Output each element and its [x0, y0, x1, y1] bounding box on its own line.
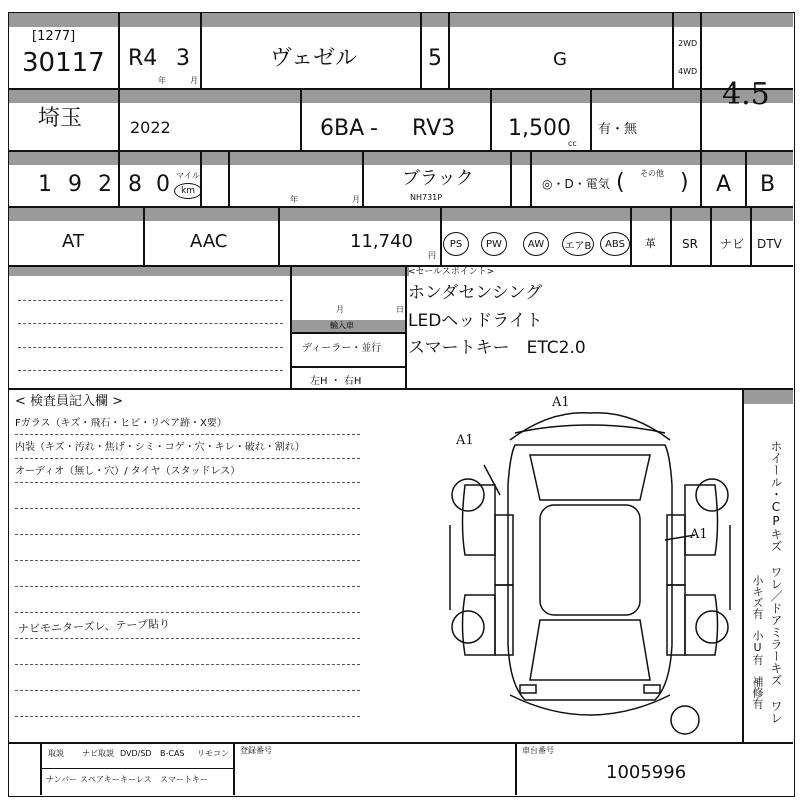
header-strip-4	[9, 207, 793, 221]
tag-keyless: キーレス	[120, 775, 152, 784]
equip-sr: SR	[682, 237, 698, 251]
car-name: ヴェゼル	[270, 46, 358, 71]
interior-grade: A	[716, 172, 732, 197]
equip-leather: 革	[645, 237, 656, 250]
km-circle: km	[174, 183, 202, 199]
car-damage-diagram	[440, 395, 740, 740]
equip-pw: PW	[481, 232, 507, 256]
inspector-line-3: オーディオ（無し・穴）/ タイヤ（スタッドレス）	[15, 466, 241, 477]
ari-nashi: 有・無	[598, 122, 638, 137]
sales-point-2: LEDヘッドライト	[408, 311, 543, 331]
chassis-number: 1005996	[606, 762, 687, 783]
tag-manual: 取説	[48, 749, 64, 758]
equip-aw: AW	[523, 232, 549, 256]
color-name: ブラック	[402, 168, 474, 189]
sales-point-3: スマートキー ETC2.0	[408, 338, 586, 358]
header-strip-3	[9, 151, 793, 165]
tag-navi-manual: ナビ取説	[82, 749, 114, 758]
chassis-label: 車台番号	[522, 746, 554, 755]
drive-4wd: 4WD	[678, 67, 698, 76]
year-month: 3	[176, 46, 190, 71]
drive-2wd: 2WD	[678, 39, 698, 48]
header-strip-5	[9, 266, 409, 276]
handwritten-note: ナビモニターズレ、テープ貼り	[17, 617, 171, 636]
transmission: AT	[62, 231, 84, 252]
lot-number: 30117	[22, 48, 105, 78]
auction-score: 4.5	[722, 77, 770, 112]
sales-points-title: <セールスポイント>	[408, 267, 495, 277]
mileage-digit-4: 8	[128, 172, 142, 197]
import-type: ディーラー・並行	[302, 343, 382, 354]
tag-number: ナンバー	[46, 775, 78, 784]
damage-mark-left: A1	[456, 433, 474, 448]
side-note: ホイール・CPキズ ワレ／ドアミラーキズ ワレ	[769, 440, 783, 724]
damage-mark-right: A1	[690, 527, 708, 542]
exterior-grade: B	[760, 172, 776, 197]
equip-dtv: DTV	[757, 237, 782, 251]
registration-no-label: 登録番号	[240, 746, 272, 755]
mileage-digit-1: 1	[38, 172, 52, 197]
header-strip-1	[9, 13, 793, 27]
region: 埼玉	[38, 106, 83, 131]
tag-bcas: B-CAS	[160, 749, 185, 758]
inspector-line-2: 内装（キズ・汚れ・焦げ・シミ・コゲ・穴・キレ・破れ・割れ）	[15, 442, 305, 453]
door-count: 5	[428, 46, 442, 71]
header-strip-2	[9, 89, 793, 103]
model-code: RV3	[412, 116, 456, 141]
year-era: R4	[128, 46, 158, 71]
tag-remote: リモコン	[197, 749, 229, 758]
grade: G	[553, 49, 567, 70]
damage-mark-front: A1	[552, 395, 570, 410]
inspector-title: < 検査員記入欄 >	[15, 394, 124, 409]
color-code: NH731P	[410, 193, 443, 202]
model-prefix: 6BA	[320, 116, 365, 141]
inspector-line-1: Fガラス（キズ・飛石・ヒビ・リペア跡・X要）	[15, 418, 227, 429]
equip-airbag: エアB	[562, 232, 594, 256]
first-registration-year: 2022	[130, 118, 171, 137]
sales-point-1: ホンダセンシング	[408, 283, 543, 303]
mileage-digit-3: 2	[98, 172, 112, 197]
model-dash: -	[370, 116, 378, 141]
equip-ps: PS	[443, 232, 469, 256]
steering-side: 左H ・ 右H	[310, 376, 362, 387]
displacement: 1,500	[508, 116, 571, 141]
side-note-2: 小キズ有 小U有 補修有	[751, 575, 764, 709]
tag-spare-key: スペアキー	[80, 775, 120, 784]
equip-navi: ナビ	[720, 237, 745, 251]
equip-abs: ABS	[600, 232, 630, 256]
recycle-fee: 11,740	[350, 231, 413, 252]
fuel-type: ◎・D・電気	[542, 177, 610, 191]
header-strip-6	[742, 390, 793, 404]
aircon: AAC	[190, 231, 228, 252]
tag-smart-key: スマートキー	[160, 775, 208, 784]
import-label: 輸入車	[330, 321, 354, 330]
lot-bracket: [1277]	[32, 29, 76, 44]
mileage-digit-2: 9	[68, 172, 82, 197]
mileage-digit-5: 0	[156, 172, 170, 197]
tag-dvd: DVD/SD	[120, 749, 152, 758]
